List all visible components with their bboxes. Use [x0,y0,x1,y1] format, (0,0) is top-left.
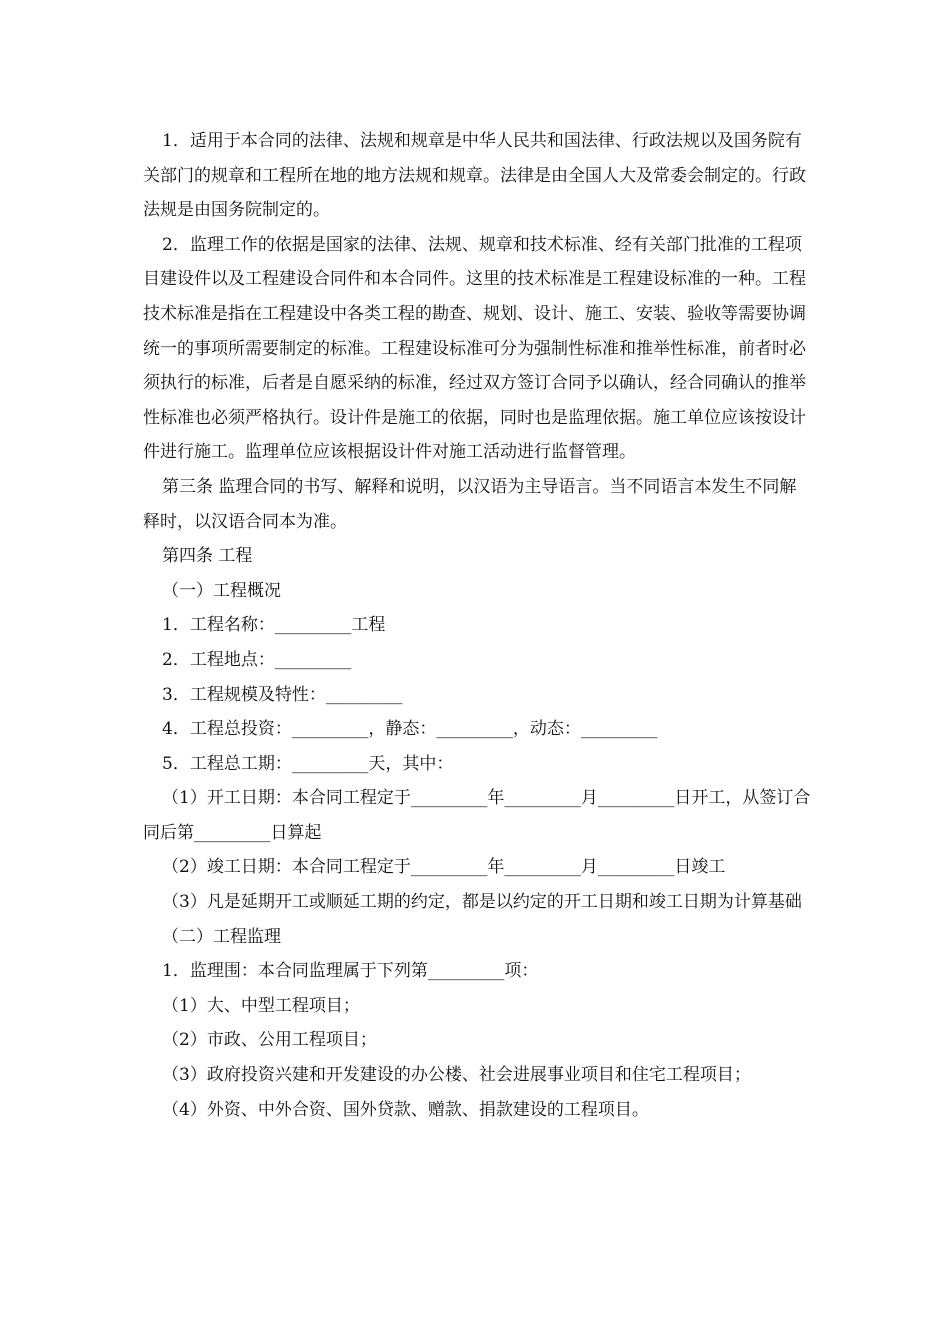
heading-article-four: 第四条 工程 [162,546,253,567]
list-item-government-investment: （3）政府投资兴建和开发建设的办公楼、社会进展事业项目和住宅工程项目； [162,1065,751,1086]
paragraph-article-three: 第三条 监理合同的书写、解释和说明，以汉语为主导语言。当不同语言本发生不同解释时，以汉语合同本为准。 [143,476,797,532]
field-total-investment: 4．工程总投资：_________，静态：_________，动态：_________ [162,719,658,740]
field-project-scale: 3．工程规模及特性：_________ [162,684,403,705]
field-project-location: 2．工程地点：_________ [162,649,352,670]
paragraph-delay-basis: （3）凡是延期开工或顺延工期的约定，都是以约定的开工日期和竣工日期为计算基础 [162,892,802,913]
heading-project-supervision: （二）工程监理 [162,926,281,947]
list-item-large-medium: （1）大、中型工程项目； [162,995,360,1016]
heading-project-overview: （一）工程概况 [162,580,281,601]
field-total-duration: 5．工程总工期：_________天，其中： [162,753,454,774]
paragraph-supervision-basis: 2．监理工作的依据是国家的法律、法规、规章和技术标准、经有关部门批准的工程项目建设件以及工程建设合同件和本合同件。这里的技术标准是工程建设标准的一种。工程技术标准是指在工程建设中各类工程的勘查、规划、设计、施工、安装、验收等需要协调统一的事项所需要制定的标准。工程建设标准可分为强制性标准和推举性标准，前者时必须执行的标准，后者是自愿采纳的标准，经过双方签订合同予以确认，经合同确认的推举性标准也必须严格执行。设计件是施工的依据，同时也是监理依据。施工单位应该按设计件进行施工。监理单位应该根据设计件对施工活动进行监督管理。 [143,234,806,463]
list-item-foreign-funded: （4）外资、中外合资、国外贷款、赠款、捐款建设的工程项目。 [162,1099,649,1120]
document-body [143,124,813,1127]
list-item-municipal: （2）市政、公用工程项目； [162,1030,377,1051]
paragraph-law-applicability: 1．适用于本合同的法律、法规和规章是中华人民共和国法律、行政法规以及国务院有关部门的规章和工程所在地的地方法规和规章。法律是由全国人大及常委会制定的。行政法规是由国务院制定的。 [143,131,806,221]
field-project-name: 1．工程名称：_________工程 [162,615,386,636]
field-supervision-scope: 1．监理围：本合同监理属于下列第_________项： [162,961,539,982]
field-completion-date: （2）竣工日期：本合同工程定于_________年_________月_________日竣工 [162,857,726,878]
field-start-date: （1）开工日期：本合同工程定于_________年_________月_________日开工，从签订合同后第_________日算起 [143,788,811,843]
